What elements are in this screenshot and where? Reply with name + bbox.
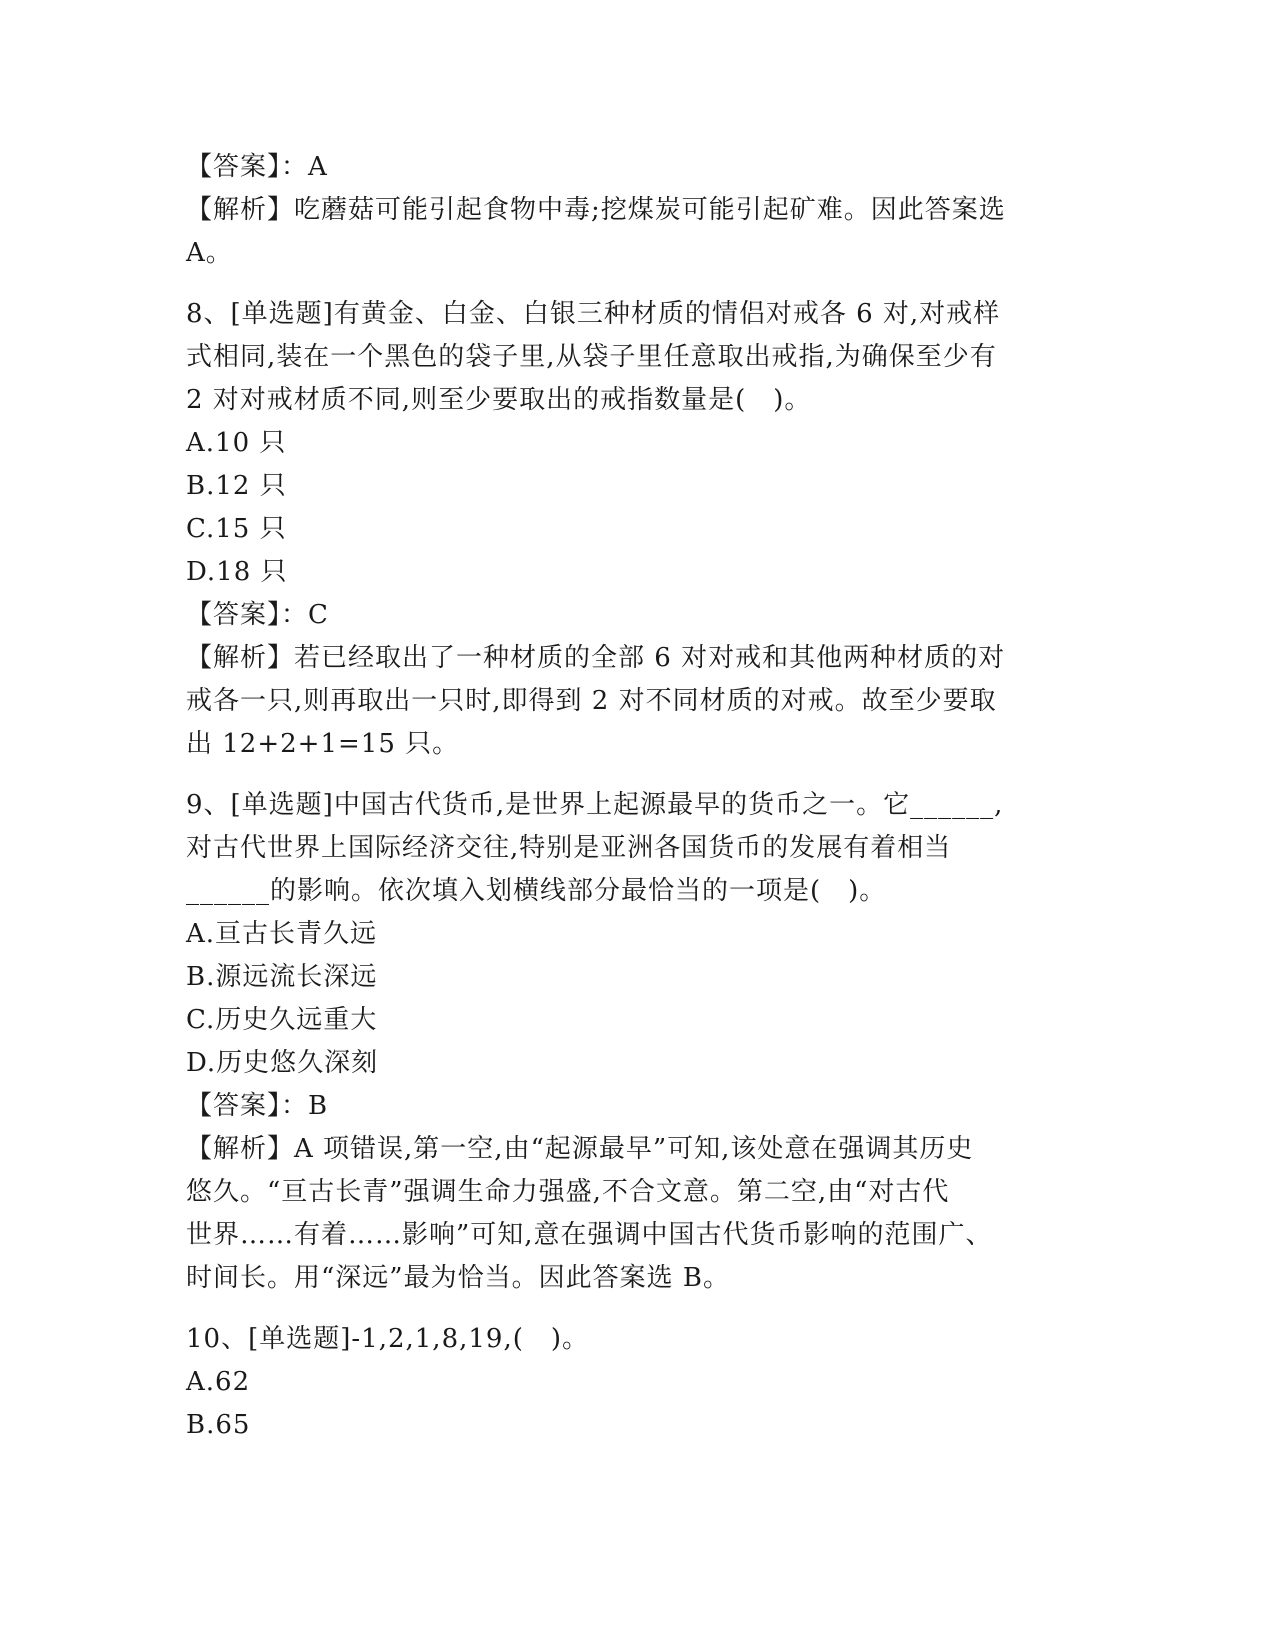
q8-stem-line-2: 式相同,装在一个黑色的袋子里,从袋子里任意取出戒指,为确保至少有 [186, 342, 997, 372]
q9-option-d: D.历史悠久深刻 [186, 1048, 379, 1078]
q9-option-b: B.源远流长深远 [186, 962, 378, 992]
q9-analysis-line-2: 悠久。“亘古长青”强调生命力强盛,不合文意。第二空,由“对古代 [186, 1177, 950, 1207]
q9-stem-line-2: 对古代世界上国际经济交往,特别是亚洲各国货币的发展有着相当 [186, 833, 952, 863]
q8-stem-line-1: 8、[单选题]有黄金、白金、白银三种材质的情侣对戒各 6 对,对戒样 [186, 299, 1001, 329]
q9-analysis-line-4: 时间长。用“深远”最为恰当。因此答案选 B。 [186, 1263, 730, 1293]
q8-option-c: C.15 只 [186, 514, 287, 544]
prev-analysis-line-1: 【解析】吃蘑菇可能引起食物中毒;挖煤炭可能引起矿难。因此答案选 [186, 195, 1006, 225]
q10-option-a: A.62 [186, 1367, 251, 1397]
q9-answer: 【答案】：B [186, 1091, 329, 1121]
q10-stem-line-1: 10、[单选题]-1,2,1,8,19,( )。 [186, 1324, 590, 1354]
q8-option-a: A.10 只 [186, 428, 287, 458]
q8-answer: 【答案】：C [186, 600, 329, 630]
document-page [186, 146, 1086, 1447]
q10-option-b: B.65 [186, 1410, 251, 1440]
q8-analysis-line-1: 【解析】若已经取出了一种材质的全部 6 对对戒和其他两种材质的对 [186, 643, 1006, 673]
prev-answer: 【答案】：A [186, 152, 328, 182]
q9-stem-line-1: 9、[单选题]中国古代货币,是世界上起源最早的货币之一。它______, [186, 790, 1004, 820]
prev-analysis-line-2: A。 [186, 238, 233, 268]
q9-stem-line-3: ______的影响。依次填入划横线部分最恰当的一项是( )。 [186, 876, 887, 906]
q8-analysis-line-3: 出 12+2+1=15 只。 [186, 729, 460, 759]
q8-option-d: D.18 只 [186, 557, 288, 587]
q9-analysis-line-3: 世界……有着……影响”可知,意在强调中国古代货币影响的范围广、 [186, 1220, 993, 1250]
q9-analysis-line-1: 【解析】A 项错误,第一空,由“起源最早”可知,该处意在强调其历史 [186, 1134, 974, 1164]
q8-stem-line-3: 2 对对戒材质不同,则至少要取出的戒指数量是( )。 [186, 385, 812, 415]
q9-option-a: A.亘古长青久远 [186, 919, 378, 949]
q9-option-c: C.历史久远重大 [186, 1005, 378, 1035]
q8-analysis-line-2: 戒各一只,则再取出一只时,即得到 2 对不同材质的对戒。故至少要取 [186, 686, 997, 716]
q8-option-b: B.12 只 [186, 471, 287, 501]
